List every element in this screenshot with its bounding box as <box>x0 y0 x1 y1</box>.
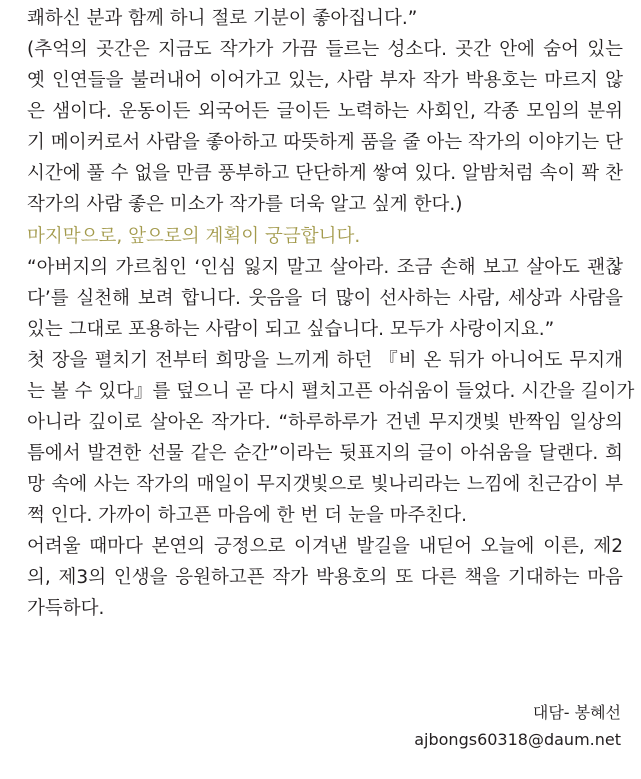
text-line: 쩍 인다. 가까이 하고픈 마음에 한 번 더 눈을 마주친다. <box>27 505 467 526</box>
text-line: 가득하다. <box>27 598 105 619</box>
text-line: (추억의 곳간은 지금도 작가가 가끔 들르는 성소다. 곳간 안에 숨어 있는 <box>27 39 623 60</box>
text-line: 는 볼 수 있다』를 덮으니 곧 다시 펼치고픈 아쉬움이 들었다. 시간을 길이가 <box>27 381 635 402</box>
text-line: 은 샘이다. 운동이든 외국어든 글이든 노력하는 사회인, 각종 모임의 분위 <box>27 101 623 122</box>
text-line: 시간에 풀 수 없을 만큼 풍부하고 단단하게 쌓여 있다. 알밤처럼 속이 꽉 찬 <box>27 163 623 184</box>
text-line: 기 메이커로서 사람을 좋아하고 따뜻하게 품을 줄 아는 작가의 이야기는 단 <box>27 132 623 153</box>
text-line: 어려울 때마다 본연의 긍정으로 이겨낸 발길을 내딛어 오늘에 이른, 제2 <box>27 536 623 557</box>
section-heading: 마지막으로, 앞으로의 계획이 궁금합니다. <box>27 226 361 247</box>
author-email: ajbongs60318@daum.net <box>414 730 621 749</box>
text-line: 다’를 실천해 보려 합니다. 웃음을 더 많이 선사하는 사람, 세상과 사람을 <box>27 288 623 309</box>
text-line: 틈에서 발견한 선물 같은 순간”이라는 뒷표지의 글이 아쉬움을 달랜다. 희 <box>27 443 623 464</box>
text-line: 쾌하신 분과 함께 하니 절로 기분이 좋아집니다.” <box>27 8 418 29</box>
text-line: 아니라 깊이로 살아온 작가다. “하루하루가 건넨 무지갯빛 반짝임 일상의 <box>27 412 623 433</box>
text-line: “아버지의 가르침인 ‘인심 잃지 말고 살아라. 조금 손해 보고 살아도 괜찮 <box>27 257 623 278</box>
text-line: 첫 장을 펼치기 전부터 희망을 느끼게 하던 『비 온 뒤가 아니어도 무지개 <box>27 350 623 371</box>
text-line: 작가의 사람 좋은 미소가 작가를 더욱 알고 싶게 한다.) <box>27 194 463 215</box>
byline: 대담- 봉혜선 <box>532 703 621 722</box>
text-line: 망 속에 사는 작가의 매일이 무지갯빛으로 빛나리라는 느낌에 친근감이 부 <box>27 474 623 495</box>
text-line: 의, 제3의 인생을 응원하고픈 작가 박용호의 또 다른 책을 기대하는 마음 <box>27 567 623 588</box>
text-line: 있는 그대로 포용하는 사람이 되고 싶습니다. 모두가 사랑이지요.” <box>27 319 555 340</box>
text-line: 옛 인연들을 불러내어 이어가고 있는, 사람 부자 작가 박용호는 마르지 않 <box>27 70 623 91</box>
